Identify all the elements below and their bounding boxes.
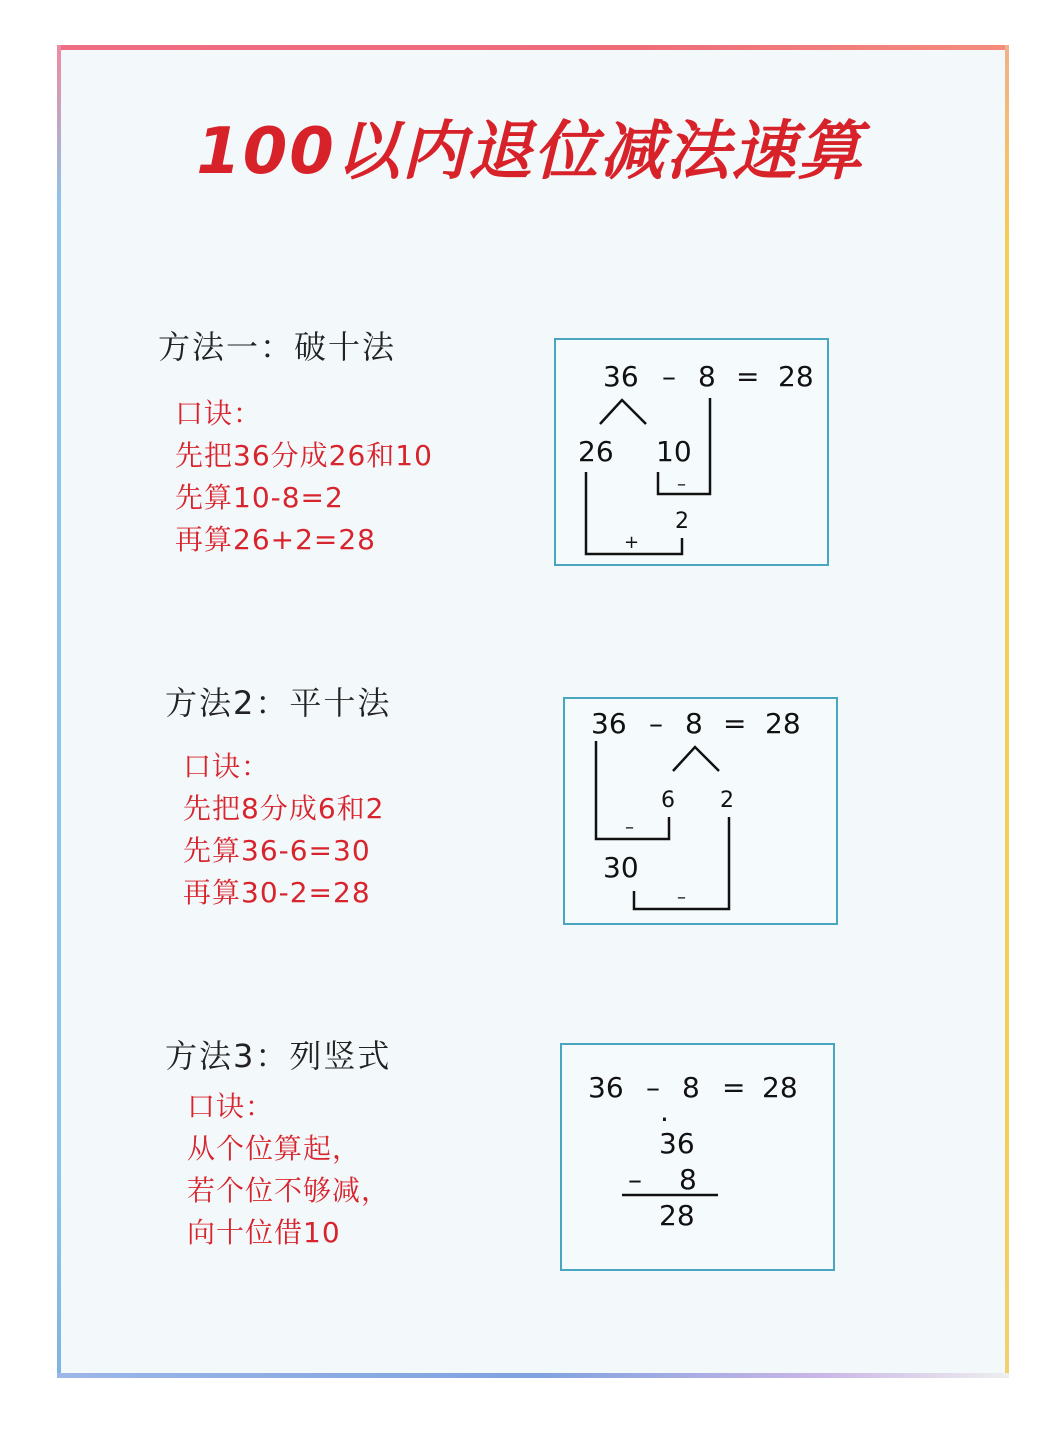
diagram-mid-value: 2: [675, 509, 689, 534]
diagram-part-1: 6: [661, 788, 675, 813]
diagram-part-2: 2: [720, 788, 734, 813]
card-border-left: [57, 45, 61, 1377]
method-3-mnemonic-line: 从个位算起，: [187, 1132, 362, 1165]
diagram-minus-sign: –: [646, 1071, 660, 1104]
bracket-operator-2: –: [677, 887, 686, 908]
method-3-diagram: [560, 1043, 835, 1271]
column-subtrahend: 8: [679, 1163, 697, 1196]
method-1-mnemonic-line: 再算26+2=28: [175, 523, 376, 556]
card-border-bottom: [57, 1373, 1009, 1378]
method-1-mnemonic-line: 口诀：: [175, 397, 263, 430]
diagram-result: 28: [762, 1071, 798, 1104]
column-top-number: 36: [659, 1127, 695, 1160]
split-branch: [600, 400, 646, 424]
method-2-diagram: [563, 697, 838, 925]
column-answer: 28: [659, 1199, 695, 1232]
diagram-subtrahend: 8: [685, 707, 703, 740]
method-1-mnemonic-line: 先算10-8=2: [175, 481, 344, 514]
method-1-heading: 方法一：破十法: [158, 328, 397, 366]
diagram-mid-value: 30: [603, 851, 639, 884]
diagram-minus-sign: –: [662, 360, 676, 393]
page-title: 100以内退位减法速算: [196, 115, 864, 189]
method-2-diagram-svg: [565, 699, 840, 927]
split-branch: [673, 747, 719, 771]
method-1-mnemonic: [175, 393, 433, 561]
diagram-result: 28: [778, 360, 814, 393]
diagram-minuend: 36: [591, 707, 627, 740]
bracket-operator-2: +: [624, 532, 640, 553]
borrow-dot: ·: [660, 1103, 669, 1136]
diagram-minuend: 36: [588, 1071, 624, 1104]
diagram-minus-sign: –: [649, 707, 663, 740]
diagram-subtrahend: 8: [682, 1071, 700, 1104]
method-1-diagram-svg: [556, 340, 831, 568]
method-2-mnemonic-line: 先算36-6=30: [183, 834, 371, 867]
diagram-result: 28: [765, 707, 801, 740]
diagram-part-2: 10: [656, 435, 692, 468]
method-3-mnemonic-line: 口诀：: [187, 1090, 275, 1123]
bracket-operator-1: –: [625, 817, 634, 838]
diagram-subtrahend: 8: [698, 360, 716, 393]
method-3-mnemonic-line: 若个位不够减，: [187, 1174, 391, 1207]
card-border-right: [1005, 45, 1009, 1377]
method-3-mnemonic-line: 向十位借10: [187, 1216, 341, 1249]
diagram-equals-sign: =: [736, 360, 760, 393]
method-1-diagram: [554, 338, 829, 566]
bracket-operator-1: –: [677, 474, 686, 495]
diagram-equals-sign: =: [723, 707, 747, 740]
method-2-mnemonic: [183, 746, 384, 914]
method-2-mnemonic-line: 口诀：: [183, 750, 271, 783]
method-3-mnemonic: [187, 1086, 390, 1254]
method-2-mnemonic-line: 先把8分成6和2: [183, 792, 385, 825]
method-1-mnemonic-line: 先把36分成26和10: [175, 439, 433, 472]
diagram-part-1: 26: [578, 435, 614, 468]
method-3-diagram-svg: [562, 1045, 837, 1273]
card-border-top: [57, 45, 1009, 50]
method-3-heading: 方法3：列竖式: [165, 1037, 392, 1075]
diagram-equals-sign: =: [722, 1071, 746, 1104]
column-minus-sign: –: [628, 1163, 642, 1196]
diagram-minuend: 36: [603, 360, 639, 393]
method-2-mnemonic-line: 再算30-2=28: [183, 876, 371, 909]
method-2-heading: 方法2：平十法: [165, 684, 392, 722]
